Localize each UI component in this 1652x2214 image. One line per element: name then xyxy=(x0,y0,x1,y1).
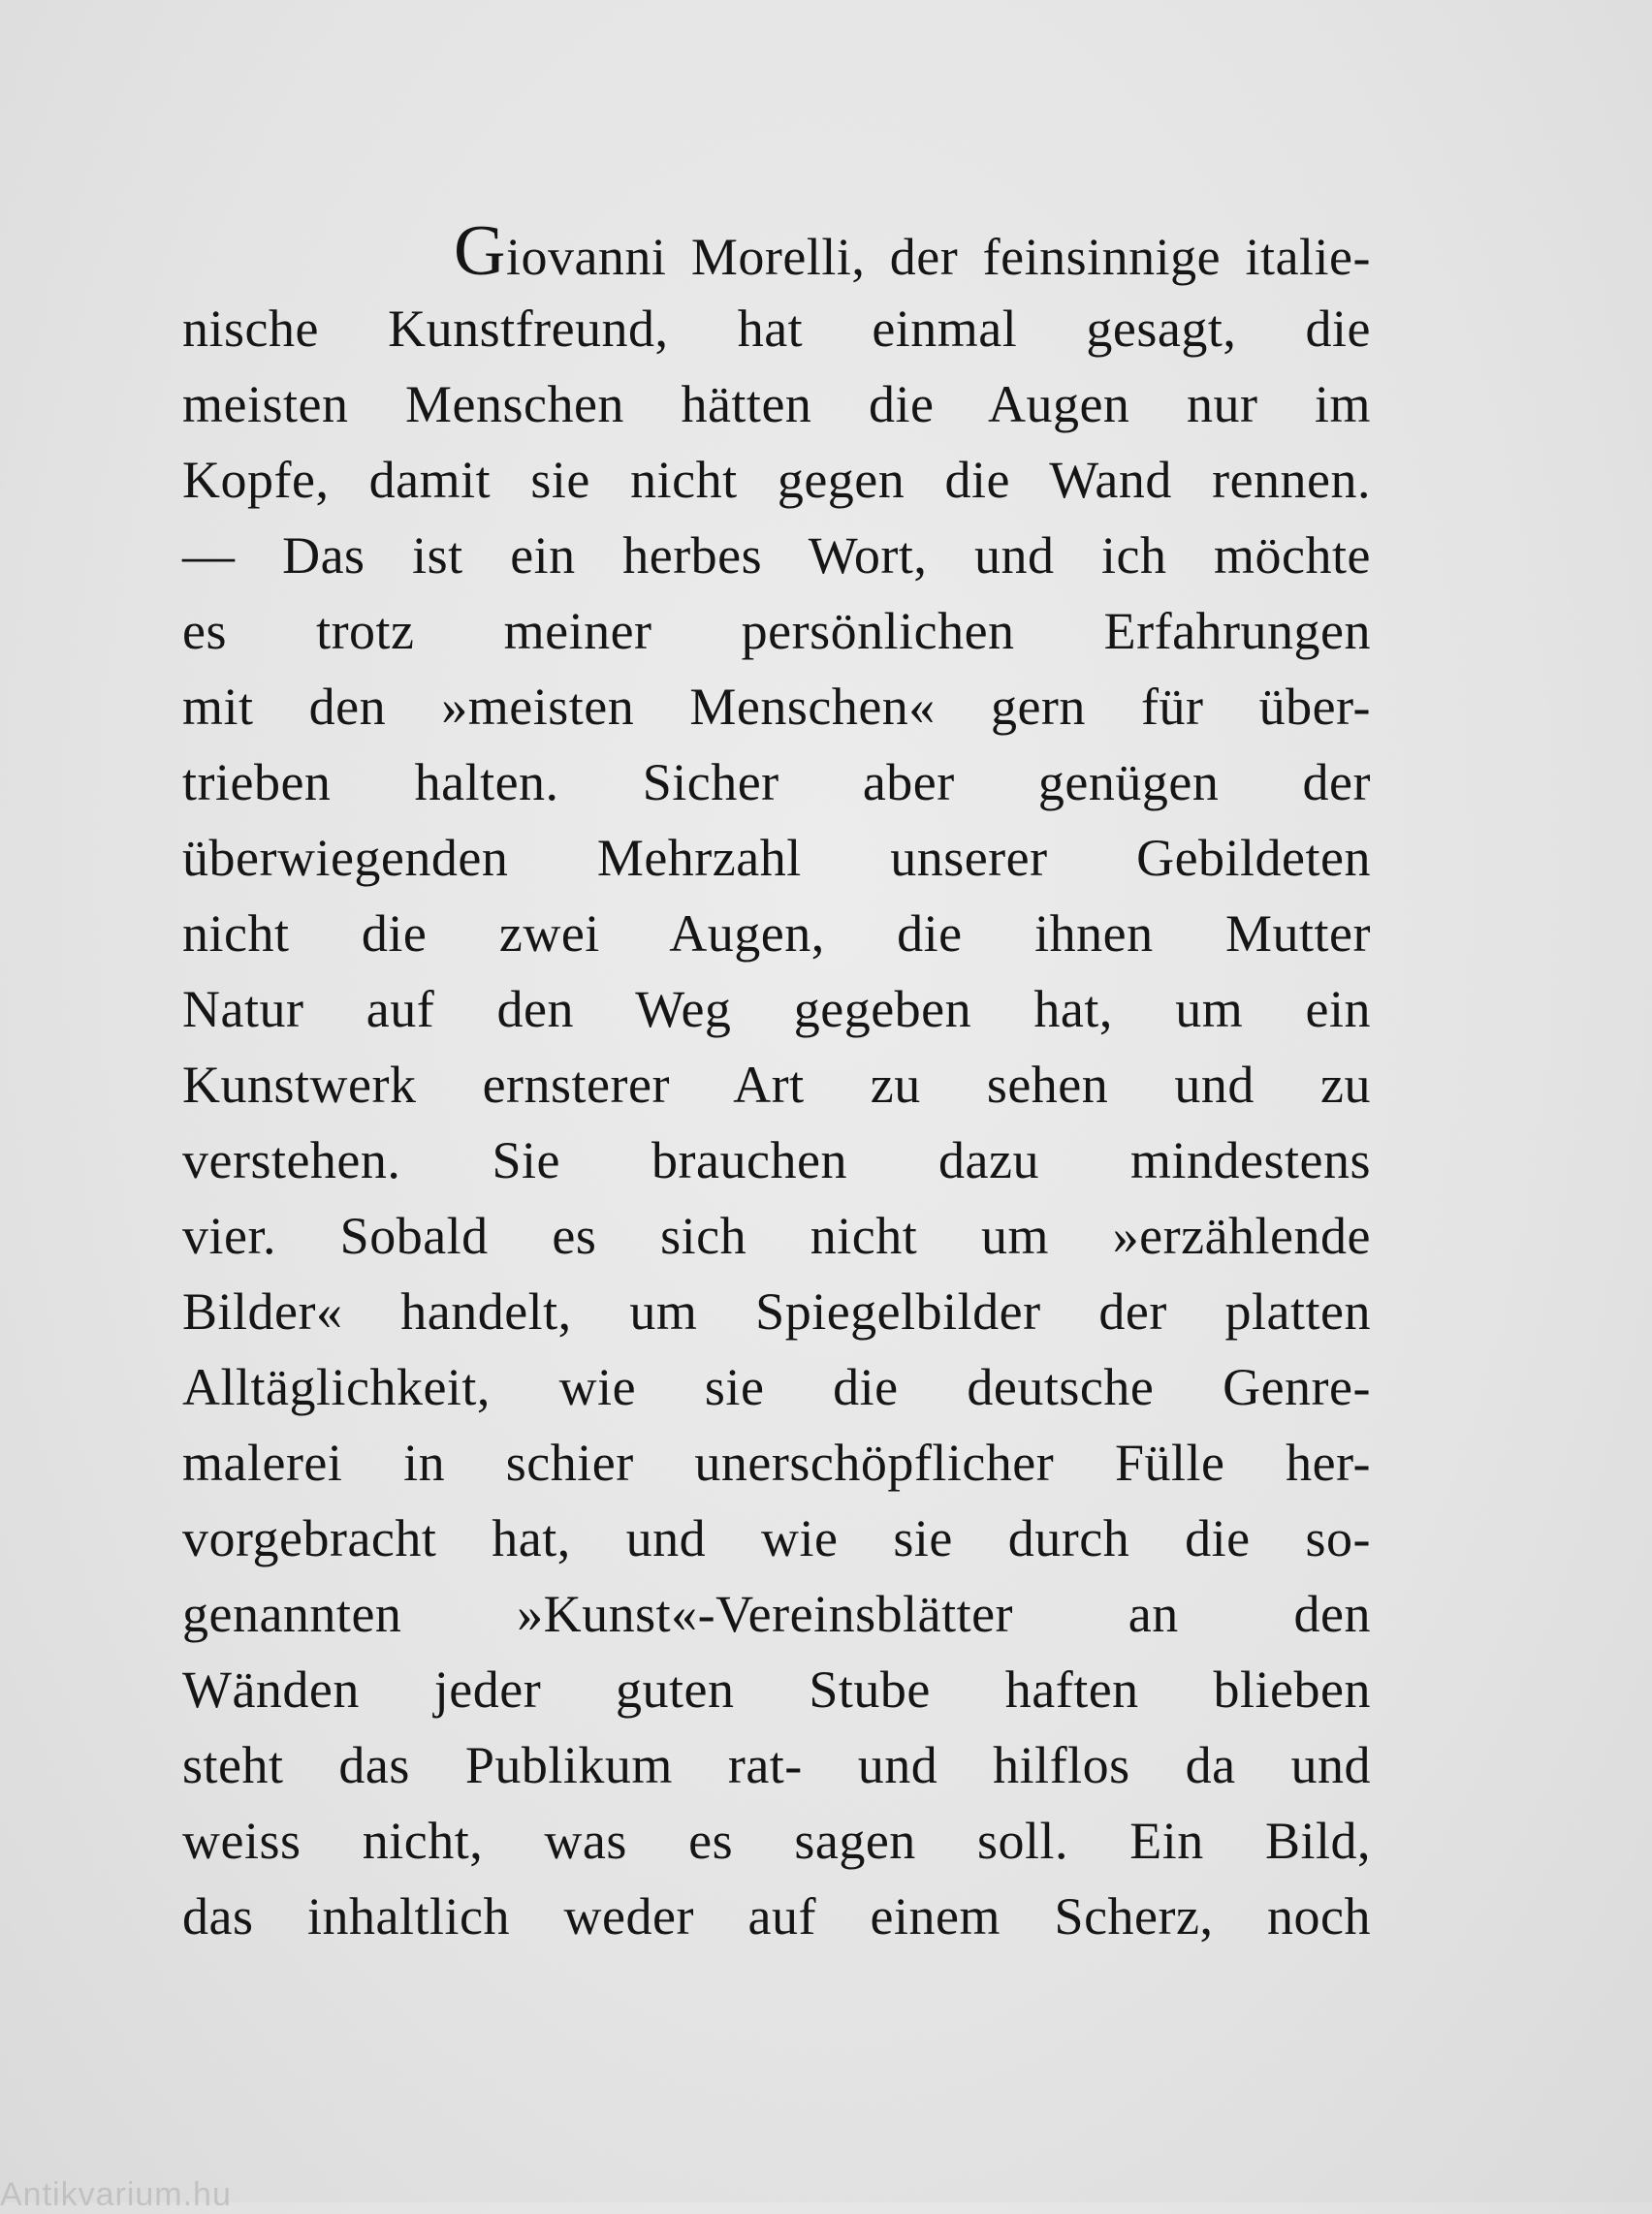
text-line: verstehen. Sie brauchen dazu mindestens xyxy=(182,1131,1371,1189)
text-line: überwiegenden Mehrzahl unserer Gebildeten xyxy=(182,829,1371,887)
text-line: vorgebracht hat, und wie sie durch die so- xyxy=(182,1509,1371,1567)
body-paragraph xyxy=(182,211,1371,1954)
text-line: Kunstwerk ernsterer Art zu sehen und zu xyxy=(182,1056,1371,1114)
paragraph-first-line xyxy=(182,211,1371,291)
initial-letter: G xyxy=(454,211,506,291)
text-line: das inhaltlich weder auf einem Scherz, noch xyxy=(182,1887,1371,1945)
text-line: Wänden jeder guten Stube haften blieben xyxy=(182,1660,1371,1719)
text-line: trieben halten. Sicher aber genügen der xyxy=(182,753,1371,811)
text-line: nicht die zwei Augen, die ihnen Mutter xyxy=(182,904,1371,963)
text-line: Natur auf den Weg gegeben hat, um ein xyxy=(182,980,1371,1038)
text-line: mit den »meisten Menschen« gern für über- xyxy=(182,678,1371,736)
text-line: steht das Publikum rat- und hilflos da und xyxy=(182,1736,1371,1794)
watermark: Antikvarium.hu xyxy=(0,2176,232,2213)
text-line: Alltäglichkeit, wie sie die deutsche Genre- xyxy=(182,1358,1371,1416)
text-line: malerei in schier unerschöpflicher Fülle her- xyxy=(182,1434,1371,1492)
text-line: vier. Sobald es sich nicht um »erzählende xyxy=(182,1207,1371,1265)
first-line-text: iovanni Morelli, der feinsinnige italie- xyxy=(505,228,1371,286)
text-line: genannten »Kunst«-Vereinsblätter an den xyxy=(182,1585,1371,1643)
text-line: Bilder« handelt, um Spiegelbilder der platten xyxy=(182,1282,1371,1341)
text-line: meisten Menschen hätten die Augen nur im xyxy=(182,375,1371,433)
text-line: weiss nicht, was es sagen soll. Ein Bild, xyxy=(182,1812,1371,1870)
text-line: Kopfe, damit sie nicht gegen die Wand rennen. xyxy=(182,451,1371,509)
text-line: es trotz meiner persönlichen Erfahrungen xyxy=(182,602,1371,660)
text-line: nische Kunstfreund, hat einmal gesagt, die xyxy=(182,300,1371,358)
text-line: — Das ist ein herbes Wort, und ich möchte xyxy=(182,526,1371,585)
